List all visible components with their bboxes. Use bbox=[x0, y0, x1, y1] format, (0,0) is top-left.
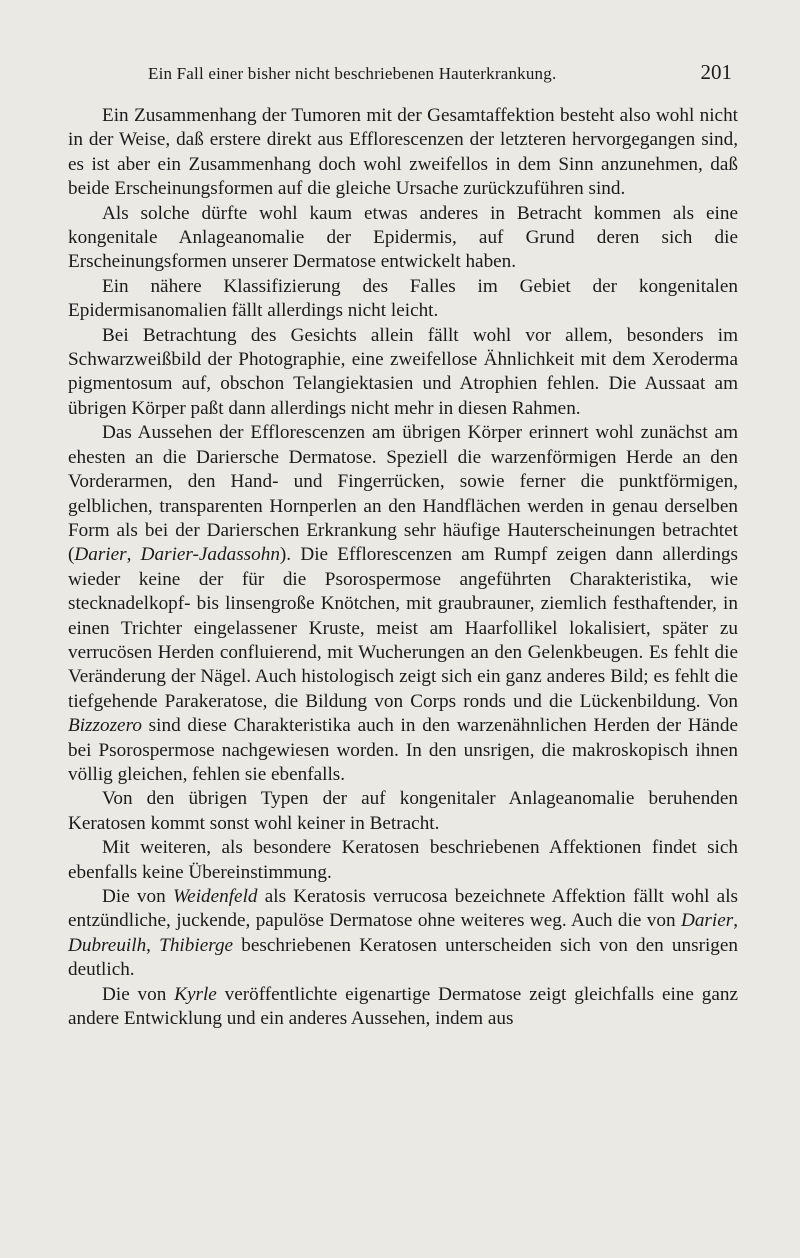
text-run: , bbox=[126, 544, 141, 566]
text-run: Bei Betrachtung des Gesichts allein fällt wohl vor allem, besonders im Schwarzweißbild der Photographie, eine zweifellose Ähnlichkeit mit dem Xeroderma pigmentosum auf, obschon Telangiektasien und Atrophien fehlen. Die Aussaat am übrigen Körper paßt dann allerdings nicht mehr in diesen Rahmen. bbox=[68, 324, 738, 419]
paragraph bbox=[68, 836, 738, 885]
page-number: 201 bbox=[700, 60, 732, 84]
paragraph bbox=[68, 983, 738, 1032]
author-name: Kyrle bbox=[174, 983, 217, 1005]
text-run: als Keratosis verrucosa bezeichnete Affektion fällt wohl als entzündliche, juckende, papulöse Dermatose ohne weiteres weg. Auch die von bbox=[68, 886, 738, 932]
author-name: Darier bbox=[74, 544, 127, 566]
text-run: Ein Zusammenhang der Tumoren mit der Gesamtaffektion besteht also wohl nicht in der Weise, daß erstere direkt aus Efflorescenzen der letzteren hervorgegangen sind, es ist aber ein Zusammenhang doch wohl zweifellos in dem Sinn anzunehmen, daß beide Erscheinungsformen auf die gleiche Ursache zurückzuführen sind. bbox=[68, 105, 738, 200]
paragraph bbox=[68, 787, 738, 836]
text-run: Als solche dürfte wohl kaum etwas anderes in Betracht kommen als eine kongenitale Anlageanomalie der Epidermis, auf Grund deren sich die Erscheinungsformen unserer Dermatose entwickelt haben. bbox=[68, 202, 738, 273]
paragraph bbox=[68, 324, 738, 422]
text-run: veröffentlichte eigenartige Dermatose zeigt gleichfalls eine ganz andere Entwicklung und ein anderes Aussehen, indem aus bbox=[68, 983, 738, 1030]
running-title: Ein Fall einer bisher nicht beschriebenen Hauterkrankung. bbox=[148, 64, 557, 83]
text-run: Die von bbox=[102, 886, 173, 907]
paragraph bbox=[68, 104, 738, 202]
text-run: Von den übrigen Typen der auf kongenitaler Anlageanomalie beruhenden Keratosen kommt sonst wohl keiner in Betracht. bbox=[68, 788, 738, 834]
text-run: Das Aussehen der Efflorescenzen am übrigen Körper erinnert wohl zunächst am ehesten an die Dariersche Dermatose. Speziell die warzenförmigen Herde an den Vorderarmen, den Hand- und Fingerrücken, sowie ferner die punktförmigen, gelblichen, transparenten Hornperlen an den Handflächen werden in genau derselben Form als bei der Darierschen Erkrankung sehr häufige Hauterscheinungen betrachtet ( bbox=[68, 422, 738, 566]
text-run: , bbox=[146, 934, 160, 956]
author-name: Bizzozero bbox=[68, 715, 142, 737]
author-name: Darier bbox=[680, 910, 734, 932]
body-text bbox=[68, 104, 738, 1031]
text-run: beschriebenen Keratosen unterscheiden sich von den unsrigen deutlich. bbox=[68, 934, 739, 981]
author-name: Thibierge bbox=[159, 934, 234, 956]
text-run: sind diese Charakteristika auch in den warzenähnlichen Herden der Hände bei Psorospermose nachgewiesen worden. In den unsrigen, die makroskopisch ihnen völlig gleichen, fehlen sie ebenfalls. bbox=[68, 715, 738, 785]
paragraph bbox=[68, 421, 738, 787]
text-run: ). Die Efflorescenzen am Rumpf zeigen dann allerdings wieder keine der für die Psorospermose angeführten Charakteristika, wie stecknadelkopf- bis linsengroße Knötchen, mit graubrauner, ziemlich festhaftender, in einen Trichter eingelassener Kruste, meist am Haarfollikel lokalisiert, später zu verrucösen Herden confluierend, mit Wucherungen an den Gelenkbeugen. Es fehlt die Veränderung der Nägel. Auch histologisch zeigt sich ein ganz anderes Bild; es fehlt die tiefgehende Parakeratose, die Bildung von Corps ronds und die Lückenbildung. Von bbox=[68, 544, 738, 712]
text-run: Ein nähere Klassifizierung des Falles im Gebiet der kongenitalen Epidermisanomalien fällt allerdings nicht leicht. bbox=[68, 275, 738, 322]
author-name: Weidenfeld bbox=[172, 886, 258, 907]
paragraph bbox=[68, 275, 738, 324]
author-name: Darier-Jadassohn bbox=[140, 544, 280, 566]
paragraph bbox=[68, 885, 738, 983]
text-run: Die von bbox=[102, 983, 175, 1005]
paragraph bbox=[68, 202, 738, 275]
page-header bbox=[148, 60, 732, 88]
text-run: Mit weiteren, als besondere Keratosen beschriebenen Affektionen findet sich ebenfalls keine Übereinstimmung. bbox=[68, 837, 738, 883]
author-name: Dubreuilh bbox=[68, 934, 147, 956]
text-run: , bbox=[733, 910, 738, 932]
